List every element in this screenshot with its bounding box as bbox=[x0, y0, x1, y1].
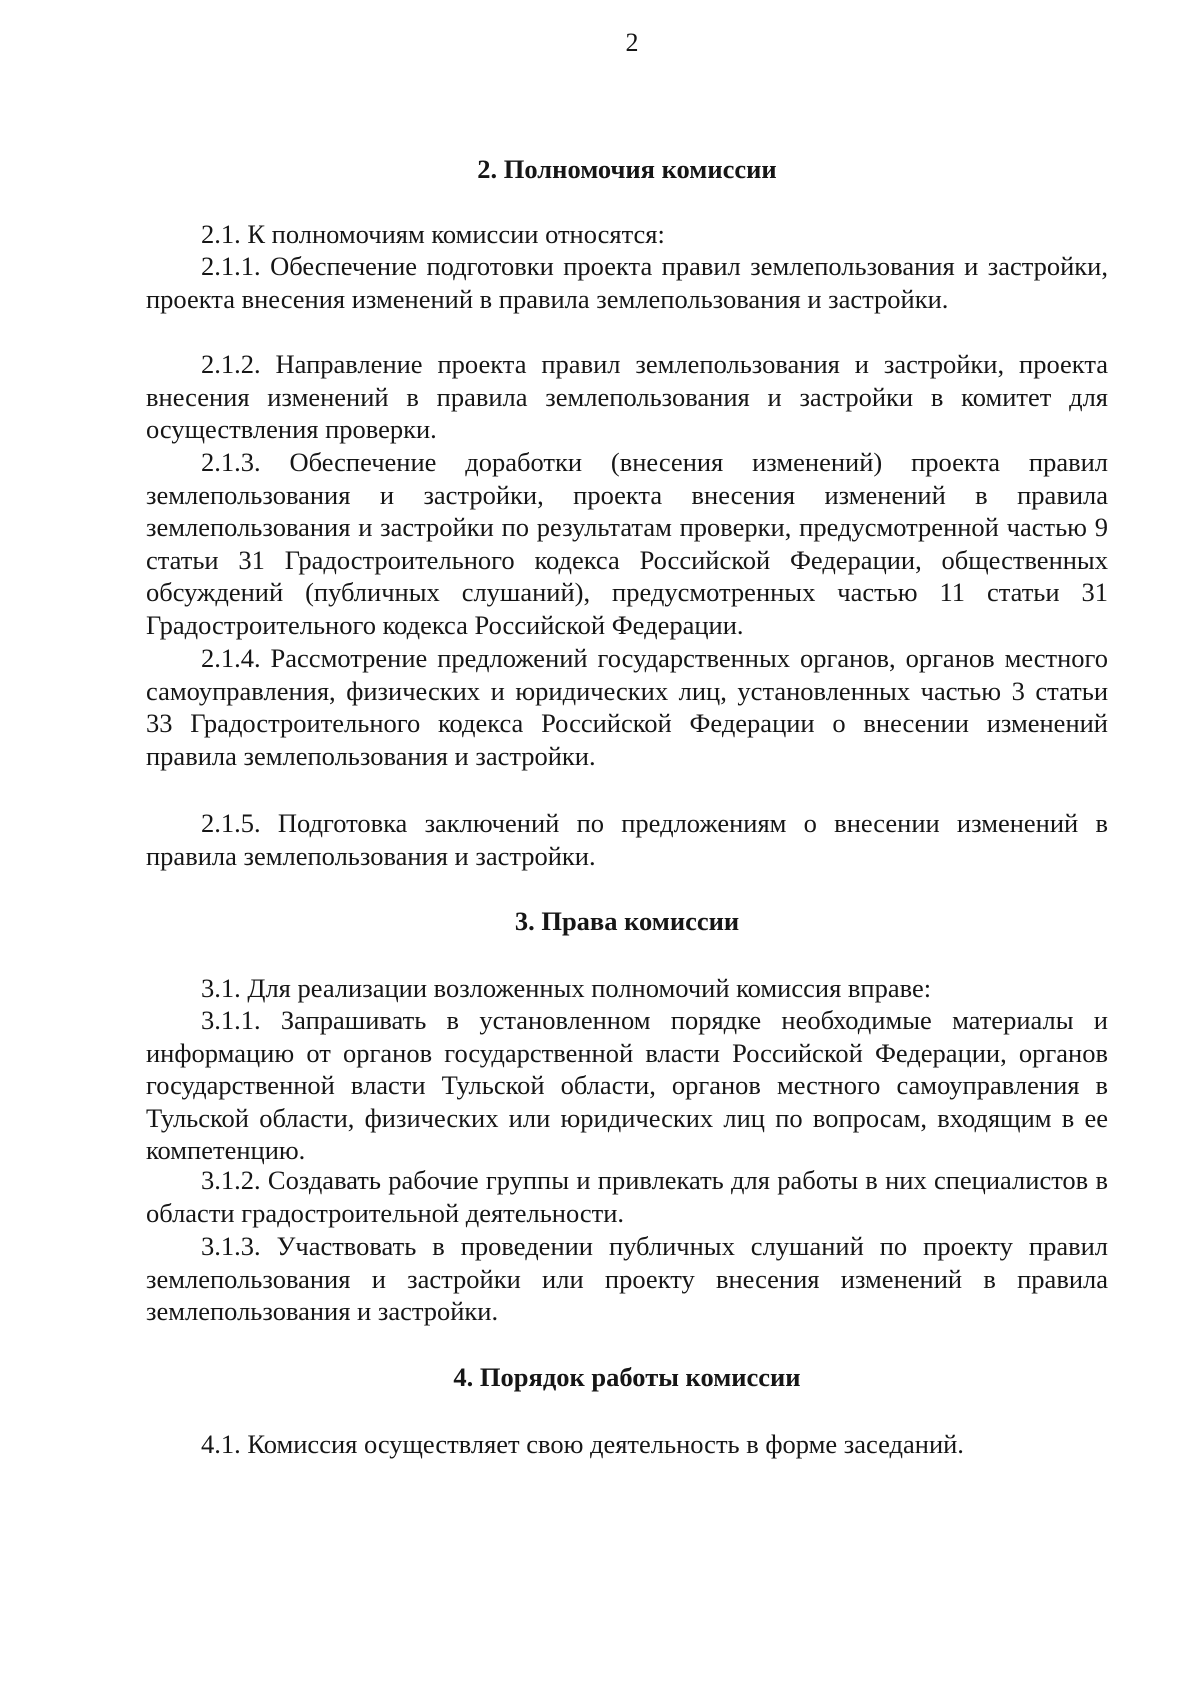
paragraph-2-1-4: 2.1.4. Рассмотрение предложений государственных органов, органов местного самоуправления, физических и юридических лиц, установленных частью 3 статьи 33 Градостроительного кодекса Российской Федерации о внесении изменений правила землепользования и застройки. bbox=[146, 643, 1108, 771]
page-number: 2 bbox=[625, 28, 639, 57]
paragraph-4-1: 4.1. Комиссия осуществляет свою деятельность в форме заседаний. bbox=[201, 1429, 964, 1459]
section-4-heading: 4. Порядок работы комиссии bbox=[453, 1362, 801, 1392]
section-2-heading: 2. Полномочия комиссии bbox=[477, 154, 777, 184]
paragraph-3-1: 3.1. Для реализации возложенных полномочий комиссия вправе: bbox=[201, 973, 932, 1003]
paragraph-2-1: 2.1. К полномочиям комиссии относятся: bbox=[201, 219, 665, 249]
paragraph-3-1-1: 3.1.1. Запрашивать в установленном порядке необходимые материалы и информацию от органов государственной власти Российской Федерации, органов государственной власти Тульской области, органов местного самоуправления в Тульской области, физических или юридических лиц по вопросам, входящим в ее компетенцию. bbox=[146, 1005, 1108, 1165]
paragraph-2-1-3: 2.1.3. Обеспечение доработки (внесения изменений) проекта правил землепользования и застройки, проекта внесения изменений в правила землепользования и застройки по результатам проверки, предусмотренной частью 9 статьи 31 Градостроительного кодекса Российской Федерации, общественных обсуждений (публичных слушаний), предусмотренных частью 11 статьи 31 Градостроительного кодекса Российской Федерации. bbox=[146, 447, 1108, 640]
paragraph-2-1-5: 2.1.5. Подготовка заключений по предложениям о внесении изменений в правила землепользования и застройки. bbox=[146, 808, 1108, 871]
paragraph-2-1-1: 2.1.1. Обеспечение подготовки проекта правил землепользования и застройки, проекта внесения изменений в правила землепользования и застройки. bbox=[146, 251, 1108, 314]
paragraph-3-1-2: 3.1.2. Создавать рабочие группы и привлекать для работы в них специалистов в области градостроительной деятельности. bbox=[146, 1165, 1108, 1228]
paragraph-2-1-2: 2.1.2. Направление проекта правил землепользования и застройки, проекта внесения изменений в правила землепользования и застройки в комитет для осуществления проверки. bbox=[146, 349, 1108, 444]
paragraph-3-1-3: 3.1.3. Участвовать в проведении публичных слушаний по проекту правил землепользования и застройки или проекту внесения изменений в правила землепользования и застройки. bbox=[146, 1231, 1108, 1326]
section-3-heading: 3. Права комиссии bbox=[514, 906, 740, 936]
